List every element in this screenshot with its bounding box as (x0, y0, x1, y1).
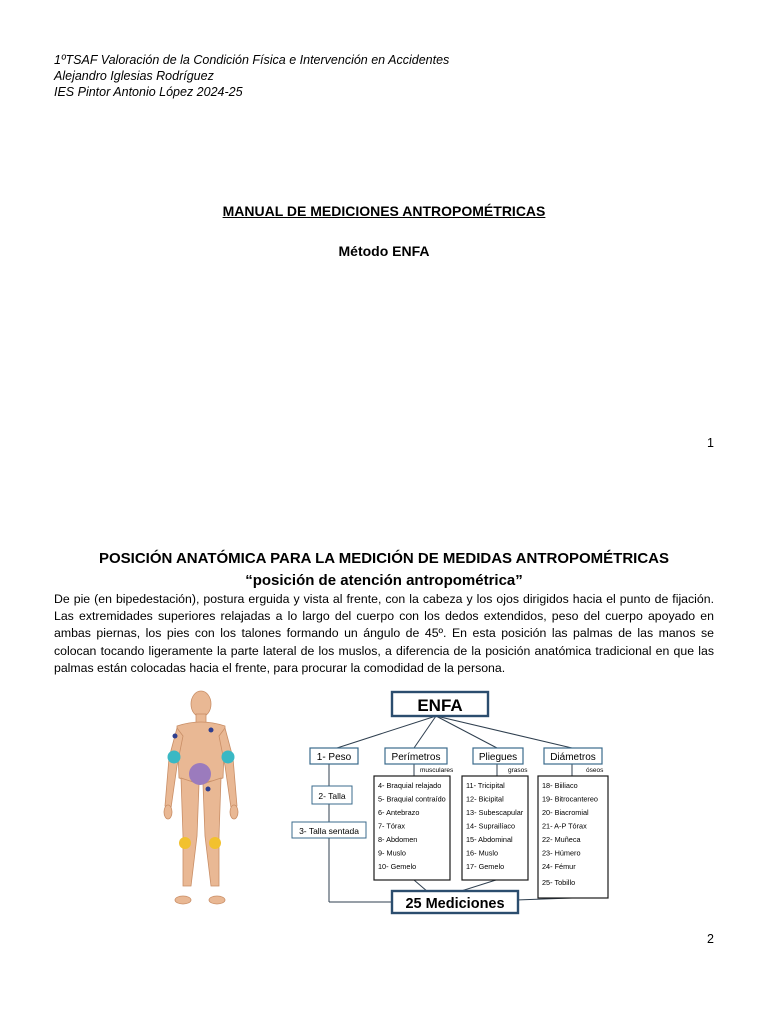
arm-perimeter-marker (168, 751, 181, 764)
diametros-label: Diámetros (550, 752, 596, 763)
total-measurements-label: 25 Mediciones (405, 896, 505, 912)
abdomen-marker (189, 763, 211, 785)
list-item: 9- Muslo (378, 848, 406, 858)
section-title: POSICIÓN ANATÓMICA PARA LA MEDICIÓN DE MEDIDAS ANTROPOMÉTRICAS (99, 550, 669, 567)
list-item: 21- A-P Tórax (542, 821, 587, 831)
list-item: 12- Bicipital (466, 794, 504, 804)
list-item: 5- Braquial contraído (378, 794, 446, 804)
peso-label: 1- Peso (316, 752, 352, 763)
list-item: 11- Tricipital (466, 781, 505, 790)
diametros-note: óseos (586, 767, 604, 774)
list-item: 17- Gemelo (466, 862, 505, 871)
talla-label: 2- Talla (318, 791, 346, 801)
list-item: 15- Abdominal (466, 835, 513, 844)
knee-marker (179, 837, 191, 849)
header-school: IES Pintor Antonio López 2024-25 (54, 85, 243, 99)
header-author: Alejandro Iglesias Rodríguez (54, 69, 214, 83)
skinfold-point (206, 787, 211, 792)
method-subtitle: Método ENFA (338, 243, 430, 259)
list-item: 10- Gemelo (378, 862, 417, 871)
talla-sentada-label: 3- Talla sentada (299, 826, 359, 836)
document-header (54, 52, 449, 100)
skinfold-point (209, 728, 214, 733)
list-item: 16- Muslo (466, 848, 499, 858)
enfa-root-label: ENFA (417, 696, 463, 715)
page-number-2: 2 (707, 932, 714, 946)
pliegues-label: Pliegues (478, 752, 518, 763)
skinfold-point (173, 734, 178, 739)
list-item: 25- Tobillo (542, 878, 576, 887)
list-item: 4- Braquial relajado (378, 781, 442, 790)
list-item: 22- Muñeca (542, 835, 581, 844)
enfa-measurement-diagram (288, 688, 628, 918)
list-item: 23- Húmero (542, 848, 581, 858)
list-item: 6- Antebrazo (378, 808, 420, 817)
header-course: 1ºTSAF Valoración de la Condición Física e Intervención en Accidentes (54, 53, 450, 67)
pliegues-note: grasos (508, 767, 528, 774)
list-item: 8- Abdomen (378, 835, 418, 844)
list-item: 24- Fémur (542, 862, 576, 871)
section-subtitle: “posición de atención antropométrica” (245, 572, 523, 589)
position-description: De pie (en bipedestación), postura erguida y vista al frente, con la cabeza y los ojos dirigidos hacia el punto de fijación. Las extremidades superiores relajadas a lo largo del cuerpo con los dedos extendidos, peso del cuerpo apoyado en ambas piernas, los pies con los talones formando un ángulo de 45º. En esta posición las palmas de las manos se colocan tocando ligeramente la parte lateral de los muslos, a diferencia de la posición anatómica tradicional en que las palmas están colocadas hacia el frente, para procurar la comodidad de la persona. (54, 592, 714, 675)
list-item: 7- Tórax (378, 821, 406, 831)
arm-perimeter-marker (222, 751, 235, 764)
list-item: 18- Biiliaco (542, 781, 578, 790)
anatomical-figure-illustration (155, 686, 247, 916)
list-item: 13- Subescapular (466, 808, 524, 817)
knee-marker (209, 837, 221, 849)
page-number-1: 1 (707, 436, 714, 450)
perimetros-note: musculares (420, 767, 454, 774)
list-item: 20- Biacromial (542, 808, 589, 817)
manual-title: MANUAL DE MEDICIONES ANTROPOMÉTRICAS (222, 203, 546, 219)
perimetros-label: Perímetros (391, 752, 441, 763)
list-item: 19- Bitrocantereo (542, 794, 598, 804)
list-item: 14- Suprailíaco (466, 821, 516, 831)
